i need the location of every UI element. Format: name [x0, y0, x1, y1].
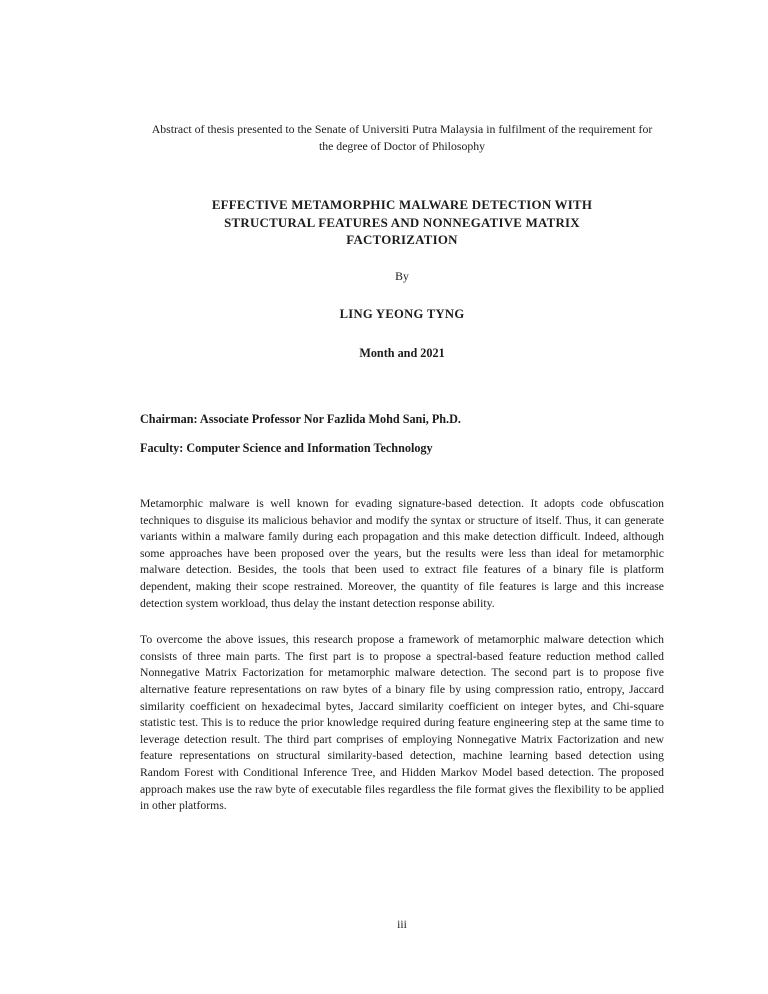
abstract-paragraph-2: To overcome the above issues, this research propose a framework of metamorphic malware detection which consists of three main parts. The first part is to propose a spectral-based feature reduction method called Nonnegative Matrix Factorization for metamorphic malware detection. The second part is to propose five alternative feature representations on raw bytes of a binary file by using compression ratio, entropy, Jaccard similarity coefficient on hexadecimal bytes, Jaccard similarity coefficient on integer bytes, and Chi-square statistic test. This is to reduce the prior knowledge required during feature engineering step at the same time to leverage detection result. The third part comprises of employing Nonnegative Matrix Factorization and new feature representations on structural similarity-based detection, machine learning based detection using Random Forest with Conditional Inference Tree, and Hidden Markov Model based detection. The proposed approach makes use the raw byte of executable files regardless the file format gives the flexibility to be applied in other platforms. [140, 633, 664, 813]
faculty-line: Faculty: Computer Science and Information Technology [140, 441, 433, 455]
abstract-header-text: Abstract of thesis presented to the Senate of Universiti Putra Malaysia in fulfilment of the requirement for the degree of Doctor of Philosophy [151, 122, 653, 153]
author-name: LING YEONG TYNG [339, 307, 465, 321]
abstract-header [140, 121, 664, 155]
page-number: iii [397, 918, 407, 931]
chairman-line: Chairman: Associate Professor Nor Fazlida Mohd Sani, Ph.D. [140, 412, 461, 426]
thesis-title-block [140, 197, 664, 250]
by-label: By [395, 269, 409, 283]
thesis-date: Month and 2021 [359, 346, 445, 360]
abstract-paragraph-1: Metamorphic malware is well known for evading signature-based detection. It adopts code obfuscation techniques to disguise its malicious behavior and modify the syntax or structure of itself. Thus, it can generate variants within a malware family during each propagation and this make detection difficult. Indeed, although some approaches have been proposed over the years, but the results were less than ideal for metamorphic malware detection. Besides, the tools that been used to extract file features of a binary file is platform dependent, making their scope restrained. Moreover, the quantity of file features is large and this increase detection system workload, thus delay the instant detection response ability. [140, 497, 664, 610]
abstract-body [140, 496, 664, 835]
thesis-title: EFFECTIVE METAMORPHIC MALWARE DETECTION WITH STRUCTURAL FEATURES AND NONNEGATIVE MATRIX FACTORIZATION [211, 198, 593, 247]
